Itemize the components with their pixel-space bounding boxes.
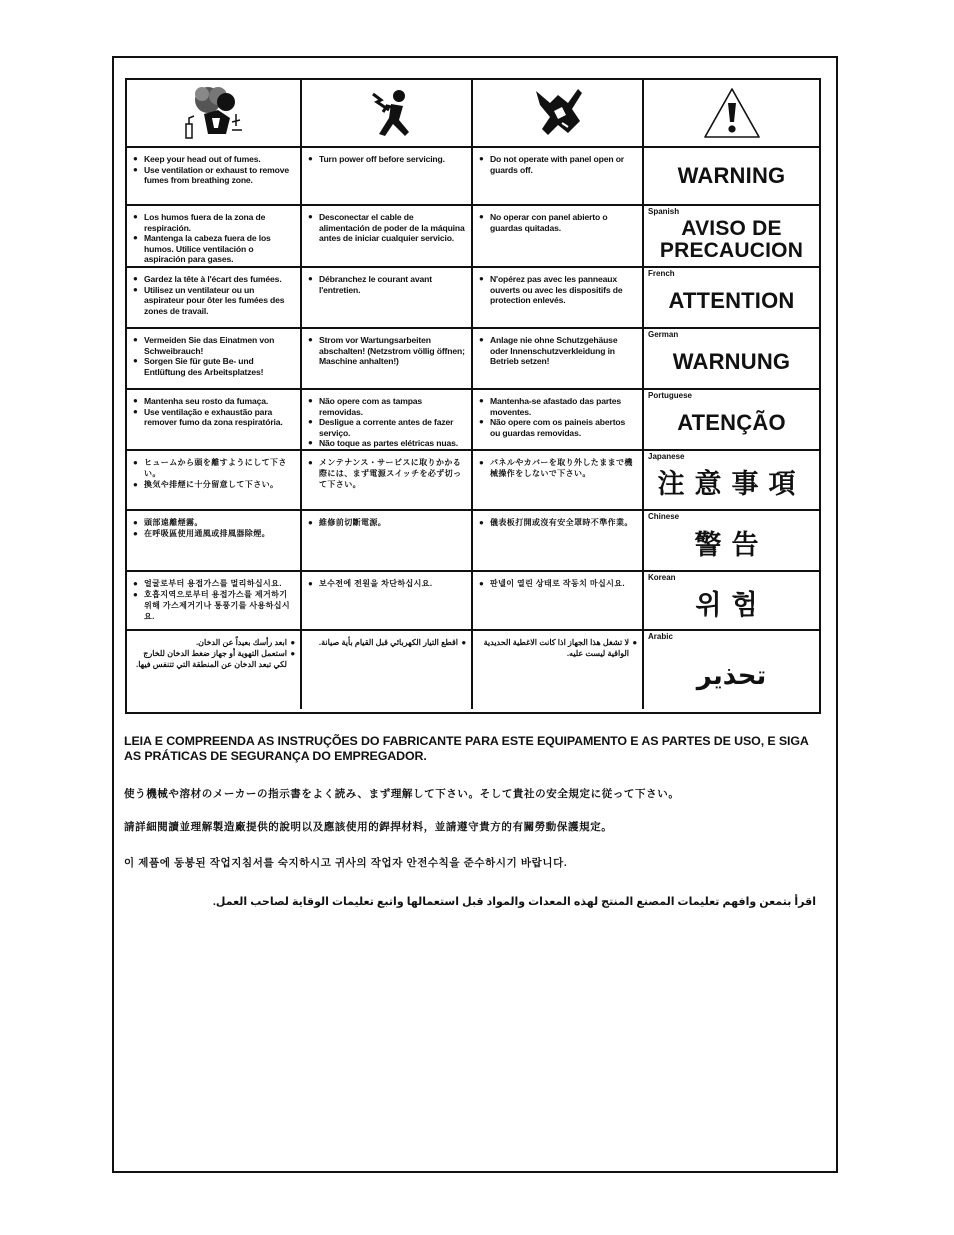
instruction-cell-power xyxy=(302,390,473,451)
instruction-list xyxy=(308,637,466,648)
instruction-item: ● ヒュームから頭を離すようにして下さい。 xyxy=(133,457,295,479)
instruction-cell-panels xyxy=(473,631,644,709)
language-label: Korean xyxy=(648,573,676,582)
instruction-list xyxy=(479,396,637,438)
instruction-item: ● 頭部遠離煙霧。 xyxy=(133,517,295,528)
instruction-cell-fumes xyxy=(127,148,302,206)
instruction-list xyxy=(133,517,295,539)
signal-word: WARNUNG xyxy=(672,348,791,374)
instruction-list xyxy=(479,212,637,233)
signal-word: AVISO DE PRECAUCION xyxy=(659,217,804,262)
warning-triangle-icon xyxy=(702,86,762,140)
instruction-list xyxy=(308,578,466,589)
instruction-cell-panels xyxy=(473,148,644,206)
instruction-item: ● Los humos fuera de la zona de respiración. xyxy=(133,212,295,233)
instruction-list xyxy=(479,578,637,589)
instruction-item: ● No operar con panel abierto o guardas quitadas. xyxy=(479,212,637,233)
instruction-item: ● 판넬이 열린 상태로 작동치 마십시요. xyxy=(479,578,637,589)
signal-word-cell xyxy=(644,268,819,329)
instruction-item: ● استعمل التهوية أو جهاز ضغط الدخان للخارج لكي تبعد الدخان عن المنطقة التي تتنفس فيها. xyxy=(133,648,295,670)
instruction-cell-panels xyxy=(473,451,644,511)
hand-icon-cell xyxy=(473,80,644,148)
instruction-list xyxy=(308,154,466,165)
footer-arabic: اقرأ بتمعن وافهم تعليمات المصنع المنتج لهذه المعدات والمواد قبل استعمالها واتبع تعليمات الوقاية لصاحب العمل. xyxy=(212,896,816,908)
instruction-item: ● Sorgen Sie für gute Be- und Entlüftung des Arbeitsplatzes! xyxy=(133,356,295,377)
instruction-cell-panels xyxy=(473,572,644,631)
footer-portuguese: LEIA E COMPREENDA AS INSTRUÇÕES DO FABRICANTE PARA ESTE EQUIPAMENTO E AS PARTES DE USO, E SIGA AS PRÁTICAS DE SEGURANÇA DO EMPREGADOR. xyxy=(124,734,809,763)
instruction-list xyxy=(479,517,637,528)
instruction-cell-power xyxy=(302,451,473,511)
footer-chinese: 請詳細閱讀並理解製造廠提供的說明以及應該使用的銲捍材料，並請遵守貴方的有關勞動保護規定。 xyxy=(124,821,613,833)
instruction-list xyxy=(133,637,295,670)
footer-japanese: 使う機械や溶材のメーカーの指示書をよく読み、まず理解して下さい。そして貴社の安全規定に従って下さい。 xyxy=(124,788,680,800)
instruction-cell-power xyxy=(302,268,473,329)
instruction-list xyxy=(479,335,637,367)
instruction-item: ● 얼굴로부터 용접가스를 멀리하십시요. xyxy=(133,578,295,589)
signal-word-cell xyxy=(644,390,819,451)
signal-word: 警告 xyxy=(694,529,769,560)
language-label: Arabic xyxy=(648,632,673,641)
instruction-item: ● Não opere com as tampas removidas. xyxy=(308,396,466,417)
instruction-cell-fumes xyxy=(127,511,302,572)
warning-table xyxy=(125,78,821,714)
instruction-cell-power xyxy=(302,572,473,631)
instruction-item: ● Desconectar el cable de alimentación de poder de la máquina antes de iniciar cualquier servicio. xyxy=(308,212,466,244)
signal-word: ATENÇÃO xyxy=(677,409,786,435)
instruction-item: ● Gardez la tête à l'écart des fumées. xyxy=(133,274,295,285)
instruction-item: ● لا تشغل هذا الجهاز اذا كانت الاغطية الحديدية الواقية ليست عليه. xyxy=(479,637,637,659)
instruction-list xyxy=(308,274,466,295)
instruction-item: ● Utilisez un ventilateur ou un aspirateur pour ôter les fumées des zones de travail. xyxy=(133,285,295,317)
signal-word: 위험 xyxy=(695,589,768,620)
fumes-icon-cell xyxy=(127,80,302,148)
instruction-cell-power xyxy=(302,148,473,206)
instruction-cell-panels xyxy=(473,329,644,390)
instruction-item: ● Do not operate with panel open or guards off. xyxy=(479,154,637,175)
electric-shock-icon xyxy=(355,84,419,142)
instruction-list xyxy=(308,396,466,449)
signal-word: WARNING xyxy=(677,163,786,188)
instruction-cell-fumes xyxy=(127,572,302,631)
instruction-cell-panels xyxy=(473,206,644,268)
instruction-item: ● Desligue a corrente antes de fazer serviço. xyxy=(308,417,466,438)
instruction-item: ● Mantenha seu rosto da fumaça. xyxy=(133,396,295,407)
signal-word-cell xyxy=(644,631,819,709)
signal-word: ATTENTION xyxy=(668,287,795,313)
instruction-item: ● 호흡지역으로부터 용접가스를 제거하기 위해 가스제거기나 통풍기를 사용하십시요. xyxy=(133,589,295,622)
instruction-list xyxy=(133,154,295,186)
instruction-item: ● Use ventilação e exhaustão para remover fumo da zona respiratória. xyxy=(133,407,295,428)
signal-word: تحذير xyxy=(696,660,767,690)
instruction-list xyxy=(479,274,637,306)
signal-word-cell xyxy=(644,451,819,511)
language-label: French xyxy=(648,269,675,278)
instruction-item: ● Não toque as partes elétricas nuas. xyxy=(308,438,466,449)
instruction-list xyxy=(308,457,466,490)
signal-word-cell xyxy=(644,329,819,390)
instruction-cell-panels xyxy=(473,268,644,329)
instruction-cell-fumes xyxy=(127,451,302,511)
instruction-cell-power xyxy=(302,511,473,572)
instruction-cell-fumes xyxy=(127,631,302,709)
instruction-item: ● Mantenha-se afastado das partes moventes. xyxy=(479,396,637,417)
instruction-cell-power xyxy=(302,329,473,390)
instruction-list xyxy=(479,637,637,659)
instruction-list xyxy=(133,335,295,377)
instruction-item: ● Anlage nie ohne Schutzgehäuse oder Innenschutzverkleidung in Betrieb setzen! xyxy=(479,335,637,367)
instruction-list xyxy=(308,212,466,244)
signal-word-cell xyxy=(644,572,819,631)
instruction-item: ● 換気や排煙に十分留意して下さい。 xyxy=(133,479,295,490)
instruction-cell-panels xyxy=(473,390,644,451)
instruction-list xyxy=(308,517,466,528)
instruction-cell-fumes xyxy=(127,390,302,451)
instruction-item: ● 儀表板打開或沒有安全罩時不準作業。 xyxy=(479,517,637,528)
instruction-item: ● Keep your head out of fumes. xyxy=(133,154,295,165)
triangle-icon-cell xyxy=(644,80,819,148)
language-label: German xyxy=(648,330,679,339)
instruction-item: ● パネルやカバーを取り外したままで機械操作をしないで下さい。 xyxy=(479,457,637,479)
instruction-list xyxy=(133,212,295,265)
instruction-list xyxy=(308,335,466,367)
instruction-item: ● 維修前切斷電源。 xyxy=(308,517,466,528)
instruction-item: ● Débranchez le courant avant l'entretien. xyxy=(308,274,466,295)
instruction-cell-power xyxy=(302,206,473,268)
moving-parts-hand-icon xyxy=(528,83,588,143)
instruction-cell-fumes xyxy=(127,206,302,268)
instruction-item: ● Turn power off before servicing. xyxy=(308,154,466,165)
signal-word-cell xyxy=(644,206,819,268)
language-label: Japanese xyxy=(648,452,685,461)
instruction-item: ● 보수전에 전원을 차단하십시요. xyxy=(308,578,466,589)
signal-word: 注意事項 xyxy=(657,469,806,499)
instruction-item: ● N'opérez pas avec les panneaux ouverts ou avec les dispositifs de protection enlevés. xyxy=(479,274,637,306)
instruction-cell-panels xyxy=(473,511,644,572)
instruction-cell-fumes xyxy=(127,329,302,390)
instruction-item: ● 在呼吸區使用通風或排風器除煙。 xyxy=(133,528,295,539)
instruction-cell-fumes xyxy=(127,268,302,329)
instruction-item: ● اقطع التيار الكهربائي قبل القيام بأية صيانة. xyxy=(308,637,466,648)
instruction-item: ● Use ventilation or exhaust to remove fumes from breathing zone. xyxy=(133,165,295,186)
instruction-list xyxy=(133,457,295,490)
language-label: Spanish xyxy=(648,207,680,216)
signal-word-cell xyxy=(644,148,819,206)
fumes-icon xyxy=(174,84,254,142)
instruction-list xyxy=(133,274,295,316)
shock-icon-cell xyxy=(302,80,473,148)
instruction-item: ● Mantenga la cabeza fuera de los humos. Utilice ventilación o aspiración para gases. xyxy=(133,233,295,265)
instruction-item: ● ابعد رأسك بعيداً عن الدخان. xyxy=(133,637,295,648)
instruction-item: ● メンテナンス・サービスに取りかかる際には、まず電源スイッチを必ず切って下さい。 xyxy=(308,457,466,490)
instruction-item: ● Não opere com os paineis abertos ou guardas removidas. xyxy=(479,417,637,438)
instruction-list xyxy=(479,457,637,479)
instruction-list xyxy=(133,396,295,428)
instruction-list xyxy=(479,154,637,175)
signal-word-cell xyxy=(644,511,819,572)
language-label: Chinese xyxy=(648,512,680,521)
language-label: Portuguese xyxy=(648,391,693,400)
instruction-item: ● Vermeiden Sie das Einatmen von Schweibrauch! xyxy=(133,335,295,356)
instruction-item: ● Strom vor Wartungsarbeiten abschalten! (Netzstrom völlig öffnen; Maschine anhalten!) xyxy=(308,335,466,367)
footer-korean: 이 제품에 동봉된 작업지침서를 숙지하시고 귀사의 작업자 안전수칙을 준수하시기 바랍니다. xyxy=(124,857,568,869)
instruction-list xyxy=(133,578,295,622)
instruction-cell-power xyxy=(302,631,473,709)
